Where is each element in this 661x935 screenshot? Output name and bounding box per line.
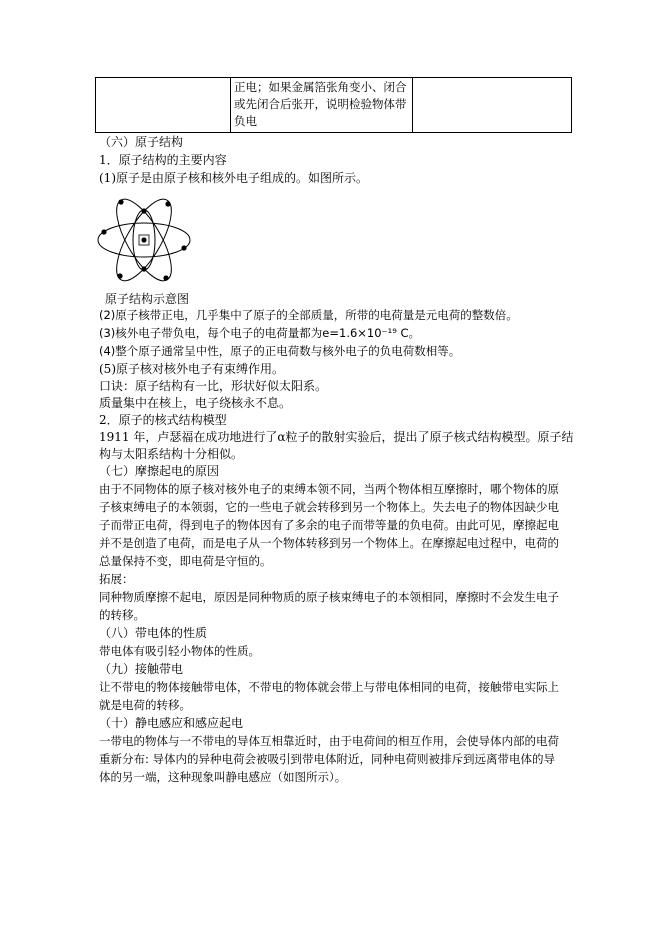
- electron: [141, 266, 146, 271]
- paragraph-line: 总量保持不变，即电荷是守恒的。: [99, 554, 272, 568]
- electron: [163, 275, 168, 280]
- paragraph-line: 重新分布: 导体内的异种电荷会被吸引到带电体附近，同种电荷则被排斥到远离带电体的导: [99, 752, 556, 766]
- paragraph-line: 的转移。: [99, 608, 145, 622]
- electron: [181, 245, 186, 250]
- section-heading-friction: （七）摩擦起电的原因: [99, 464, 220, 478]
- section-heading-contact: （九）接触带电: [99, 662, 184, 676]
- paragraph-line: 就是电荷的转移。: [99, 698, 191, 712]
- paragraph-line: 一带电的物体与一不带电的导体互相靠近时，由于电荷间的相互作用，会使导体内部的电荷: [99, 734, 559, 748]
- paragraph-line: (4)整个原子通常呈中性，原子的正电荷数与核外电子的负电荷数相等。: [99, 344, 461, 358]
- table-cell-empty-1: [96, 78, 231, 133]
- paragraph-line: 子核束缚电子的本领弱，它的一些电子就会转移到另一个物体上。失去电子的物体因缺少电: [99, 500, 559, 514]
- paragraph-line: 子而带正电荷，得到电子的物体因有了多余的电子而带等量的负电荷。由此可见，摩擦起电: [99, 518, 559, 532]
- paragraph-line: (5)原子核对核外电子有束缚作用。: [99, 362, 284, 376]
- paragraph-line: 由于不同物体的原子核对核外电子的束缚本领不同，当两个物体相互摩擦时，哪个物体的原: [99, 482, 559, 496]
- summary-table: [95, 77, 572, 133]
- electron: [165, 201, 170, 206]
- electron: [118, 199, 123, 204]
- paragraph-line: (2)原子核带正电，几乎集中了原子的全部质量，所带的电荷量是元电荷的整数倍。: [99, 308, 518, 322]
- extension-label: 拓展：: [99, 572, 134, 586]
- paragraph-line: 口诀：原子结构有一比，形状好似太阳系。: [99, 379, 328, 393]
- paragraph-line: 同种物质摩擦不起电，原因是同种物质的原子核束缚电子的本领相同，摩擦时不会发生电子: [99, 590, 559, 604]
- section-heading-properties: （八）带电体的性质: [99, 626, 208, 640]
- table-row: [96, 78, 572, 133]
- electron: [101, 229, 106, 234]
- table-cell-empty-2: [413, 78, 572, 133]
- table-cell-line: 正电；如果金属箔张角变小、闭合: [234, 80, 407, 94]
- table-cell-line: 或先闭合后张开，说明检验物体带: [234, 97, 407, 111]
- paragraph-line: 质量集中在核上，电子绕核永不息。: [99, 396, 292, 410]
- subheading-nuclear-model: 2．原子的核式结构模型: [99, 413, 227, 427]
- section-heading-atom-structure: （六）原子结构: [99, 135, 184, 149]
- paragraph-line: 让不带电的物体接触带电体，不带电的物体就会带上与带电体相同的电荷，接触带电实际上: [99, 680, 559, 694]
- atom-diagram-icon: [96, 190, 192, 290]
- paragraph-line: (3)核外电子带负电，每个电子的电荷量都为e=1.6×10⁻¹⁹ C。: [99, 326, 421, 340]
- paragraph-line: 带电体有吸引轻小物体的性质。: [99, 644, 260, 658]
- paragraph-line: 体的另一端，这种现象叫静电感应（如图所示）。: [99, 770, 347, 784]
- table-cell-text: [231, 78, 413, 133]
- paragraph-line: (1)原子是由原子核和核外电子组成的。如图所示。: [99, 171, 368, 185]
- electron: [117, 273, 122, 278]
- table-cell-line: 负电: [234, 114, 257, 128]
- subheading-main-content: 1．原子结构的主要内容: [99, 153, 227, 167]
- section-heading-induction: （十）静电感应和感应起电: [99, 716, 244, 730]
- paragraph-line: 构与太阳系结构十分相似。: [99, 447, 244, 461]
- figure-caption: 原子结构示意图: [105, 292, 190, 306]
- paragraph-line: 1911 年，卢瑟福在成功地进行了α粒子的散射实验后，提出了原子核式结构模型。原子结: [99, 430, 574, 444]
- paragraph-line: 并不是创造了电荷，而是电子从一个物体转移到另一个物体上。在摩擦起电过程中，电荷的: [99, 536, 559, 550]
- electron: [141, 208, 146, 213]
